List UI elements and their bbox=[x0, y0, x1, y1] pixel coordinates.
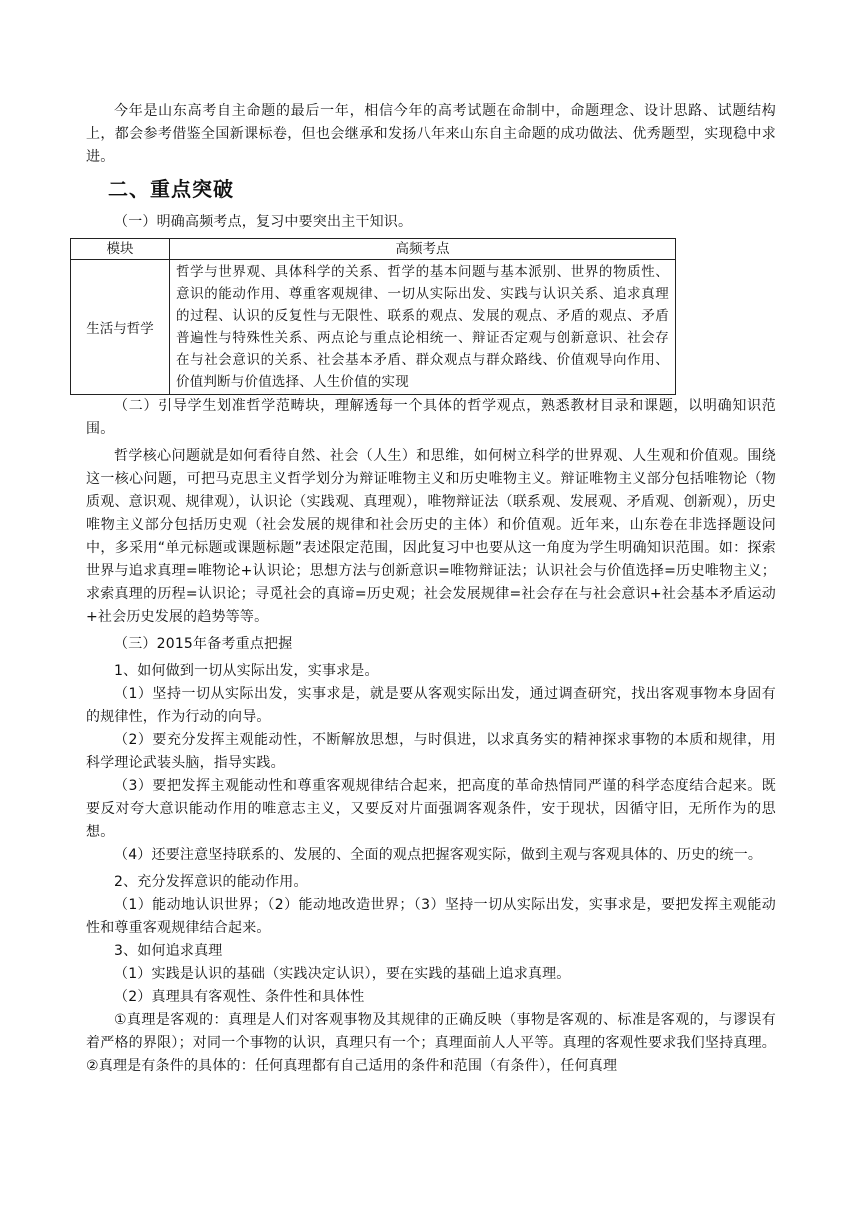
item-1-4: （4）还要注意坚持联系的、发展的、全面的观点把握客观实际，做到主观与客观具体的、历史的统一。 bbox=[114, 847, 763, 863]
table-row bbox=[71, 260, 676, 395]
table-header-module: 模块 bbox=[71, 239, 170, 260]
subsection-1-heading: （一）明确高频考点，复习中要突出主干知识。 bbox=[114, 214, 413, 230]
subsection-3-heading: （三）2015年备考重点把握 bbox=[114, 636, 293, 652]
item-1-1: （1）坚持一切从实际出发，实事求是，就是要从客观实际出发，通过调查研究，找出客观事物本身固有的规律性，作为行动的向导。 bbox=[86, 686, 776, 725]
item-1-2: （2）要充分发挥主观能动性，不断解放思想，与时俱进，以求真务实的精神探求事物的本质和规律，用科学理论武装头脑，指导实践。 bbox=[86, 732, 776, 771]
table-header-row bbox=[71, 239, 676, 260]
table-cell-points: 哲学与世界观、具体科学的关系、哲学的基本问题与基本派别、世界的物质性、意识的能动作用、尊重客观规律、一切从实际出发、实践与认识关系、追求真理的过程、认识的反复性与无限性、联系的观点、发展的观点、矛盾的观点、矛盾普遍性与特殊性关系、两点论与重点论相统一、辩证否定观与创新意识、社会存在与社会意识的关系、社会基本矛盾、群众观点与群众路线、价值观导向作用、价值判断与价值选择、人生价值的实现 bbox=[170, 260, 676, 395]
subsection-2-heading: （二）引导学生划准哲学范畴块，理解透每一个具体的哲学观点，熟悉教材目录和课题，以明确知识范围。 bbox=[86, 398, 776, 437]
table-cell-module: 生活与哲学 bbox=[71, 260, 170, 395]
document-body bbox=[86, 100, 776, 1078]
item-3-3: ①真理是客观的：真理是人们对客观事物及其规律的正确反映（事物是客观的、标准是客观的，与谬误有着严格的界限）；对同一个事物的认识，真理只有一个；真理面前人人平等。真理的客观性要求我们坚持真理。②真理是有条件的具体的：任何真理都有自己适用的条件和范围（有条件），任何真理 bbox=[86, 1012, 776, 1074]
item-3-2: （2）真理具有客观性、条件性和具体性 bbox=[114, 989, 365, 1005]
section-title: 二、重点突破 bbox=[108, 177, 234, 201]
core-question-paragraph: 哲学核心问题就是如何看待自然、社会（人生）和思维，如何树立科学的世界观、人生观和价值观。围绕这一核心问题，可把马克思主义哲学划分为辩证唯物主义和历史唯物主义。辩证唯物主义部分包括唯物论（物质观、意识观、规律观），认识论（实践观、真理观），唯物辩证法（联系观、发展观、矛盾观、创新观），历史唯物主义部分包括历史观（社会发展的规律和社会历史的主体）和价值观。近年来，山东卷在非选择题设问中，多采用“单元标题或课题标题”表述限定范围，因此复习中也要从这一角度为学生明确知识范围。如：探索世界与追求真理=唯物论+认识论；思想方法与创新意识=唯物辩证法；认识社会与价值选择=历史唯物主义；求索真理的历程=认识论；寻觅社会的真谛=历史观；社会发展规律=社会存在与社会意识+社会基本矛盾运动+社会历史发展的趋势等等。 bbox=[86, 448, 776, 625]
item-3-heading: 3、如何追求真理 bbox=[114, 943, 223, 959]
item-1-heading: 1、如何做到一切从实际出发，实事求是。 bbox=[114, 663, 379, 679]
high-frequency-table bbox=[70, 238, 676, 395]
item-2-1: （1）能动地认识世界；（2）能动地改造世界；（3）坚持一切从实际出发，实事求是，要把发挥主观能动性和尊重客观规律结合起来。 bbox=[86, 897, 776, 936]
intro-paragraph: 今年是山东高考自主命题的最后一年，相信今年的高考试题在命制中，命题理念、设计思路、试题结构上，都会参考借鉴全国新课标卷，但也会继承和发扬八年来山东自主命题的成功做法、优秀题型，实现稳中求进。 bbox=[86, 103, 776, 165]
table-header-points: 高频考点 bbox=[170, 239, 676, 260]
item-3-1: （1）实践是认识的基础（实践决定认识），要在实践的基础上追求真理。 bbox=[114, 966, 571, 982]
item-2-heading: 2、充分发挥意识的能动作用。 bbox=[114, 874, 308, 890]
item-1-3: （3）要把发挥主观能动性和尊重客观规律结合起来，把高度的革命热情同严谨的科学态度结合起来。既要反对夸大意识能动作用的唯意志主义，又要反对片面强调客观条件，安于现状，因循守旧，无所作为的思想。 bbox=[86, 778, 776, 840]
